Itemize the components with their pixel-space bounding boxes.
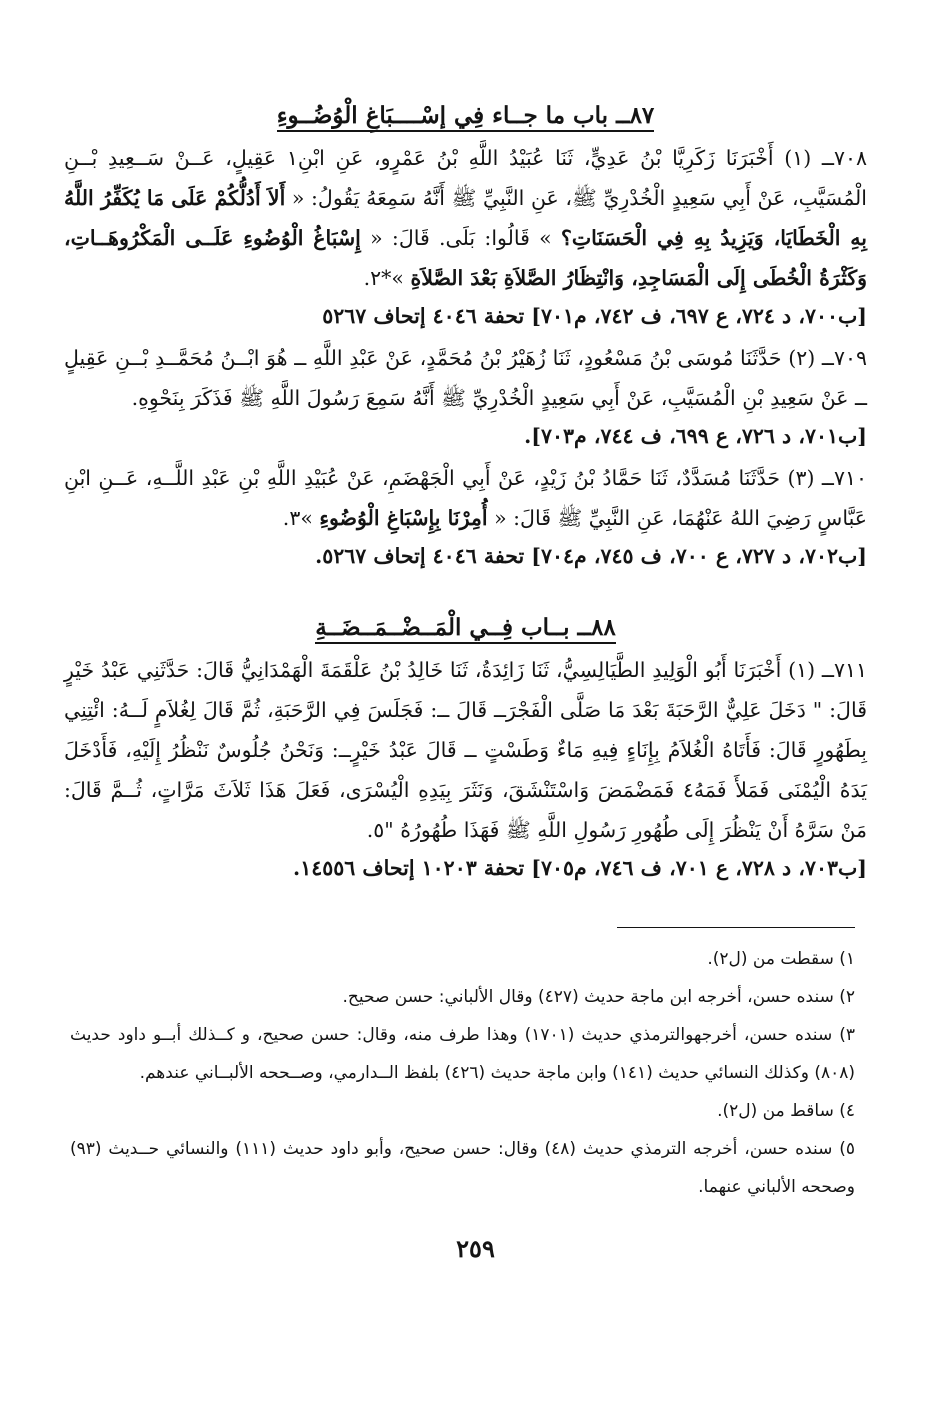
footnote-4: ٤) ساقط من (ل٢). [717, 1101, 855, 1121]
chapter-87-heading [64, 96, 867, 136]
hadith-708-matn-2: إِسْبَاغُ الْوُضُوءِ عَلَــى الْمَكْرُوهَــاتِ، وَكَثْرَةُ الْخُطَى إِلَى الْمَسَاجِدِ، وَانْتِظَارُ الصَّلاَةِ بَعْدَ الصَّلاَةِ [64, 226, 867, 290]
hadith-710-text: ٧١٠ــ (٣) حَدَّثَنَا مُسَدَّدٌ، ثَنَا حَمَّادُ بْنُ زَيْدٍ، عَنْ أَبِي الْجَهْضَمِ، عَنْ عُبَيْدِ اللَّهِ بْنِ عَبْدِ اللَّــهِ، عَــنِ ابْنِ عَبَّاسٍ رَضِيَ اللهُ عَنْهُمَا، عَنِ النَّبِيِّ ﷺ قَالَ: « [64, 466, 867, 530]
footnote-2: ٢) سنده حسن، أخرجه ابن ماجة حديث (٤٢٧) وقال الألباني: حسن صحيح. [342, 987, 855, 1007]
hadith-709-reference: [ب٧٠١، د ٧٢٦، ع ٦٩٩، ف ٧٤٤، م٧٠٣]. [524, 424, 867, 448]
hadith-710-reference: [ب٧٠٢، د ٧٢٧، ع ٧٠٠، ف ٧٤٥، م٧٠٤] تحفة ٤٠٤٦ إتحاف ٥٢٦٧. [315, 544, 867, 568]
hadith-711 [64, 650, 867, 850]
chapter-88-title: ٨٨ــ بــاب فِــي الْمَــضْــمَــضَــةِ [315, 614, 616, 644]
hadith-710-end: »٣. [282, 506, 320, 530]
hadith-709-text: ٧٠٩ــ (٢) حَدَّثَنَا مُوسَى بْنُ مَسْعُودٍ، ثَنَا زُهَيْرُ بْنُ مُحَمَّدٍ، عَنْ عَبْدِ اللَّهِ ــ هُوَ ابْــنُ مُحَمَّــدِ بْــنِ عَقِيلٍ ــ عَنْ سَعِيدِ بْنِ الْمُسَيَّبِ، عَنْ أَبِي سَعِيدٍ الْخُدْرِيِّ ﷺ أَنَّهُ سَمِعَ رَسُولَ اللَّهِ ﷺ فَذَكَرَ بِنَحْوِهِ. [64, 346, 867, 410]
hadith-708-text: ٧٠٨ــ (١) أَخْبَرَنَا زَكَرِيَّا بْنُ عَدِيٍّ، ثَنَا عُبَيْدُ اللَّهِ بْنُ عَمْرٍو، عَنِ ابْنِ١ عَقِيلٍ، عَــنْ سَــعِيدِ بْــنِ الْمُسَيَّبِ، عَنْ أَبِي سَعِيدٍ الْخُدْرِيِّ ﷺ، عَنِ النَّبِيِّ ﷺ أَنَّهُ سَمِعَهُ يَقُولُ: « [64, 146, 867, 210]
footnote-5: ٥) سنده حسن، أخرجه الترمذي حديث (٤٨) وقال: حسن صحيح، وأبو داود حديث (١١١) والنسائي حــديث (٩٣) وصححه الألباني عنهما. [70, 1139, 855, 1197]
hadith-710-matn: أُمِرْنَا بِإِسْبَاغِ الْوُضُوءِ [319, 506, 488, 530]
page-number: ٢٥٩ [456, 1234, 495, 1263]
hadith-709 [64, 338, 867, 418]
chapter-87-title: ٨٧ــ باب ما جــاء فِي إسْــــبَاغِ الْوُضُــوءِ [277, 102, 655, 132]
hadith-708-end: »*٢. [363, 266, 411, 290]
hadith-711-text: ٧١١ــ (١) أَخْبَرَنَا أَبُو الْوَلِيدِ الطَّيَالِسِيُّ، ثَنَا زَائِدَةُ، ثَنَا خَالِدُ بْنُ عَلْقَمَةَ الْهَمْدَانِيُّ قَالَ: حَدَّثَنِي عَبْدُ خَيْرٍ قَالَ: " دَخَلَ عَلِيٌّ الرَّحَبَةَ بَعْدَ مَا صَلَّى الْفَجْرَــ قَالَ ــ: فَجَلَسَ فِي الرَّحَبَةِ، ثُمَّ قَالَ لِغُلاَمٍ لَــهُ: ائْتِنِي بِطَهُورٍ قَالَ: فَأَتَاهُ الْغُلاَمُ بِإِنَاءٍ فِيهِ مَاءٌ وَطَسْتٍ ــ قَالَ عَبْدُ خَيْرٍــ: وَنَحْنُ جُلُوسٌ نَنْظُرُ إِلَيْهِ، فَأَدْخَلَ يَدَهُ الْيُمْنَى فَمَلأَ فَمَهُ٤ فَمَضْمَضَ وَاسْتَنْشَقَ، وَنَثَرَ بِيَدِهِ الْيُسْرَى، فَعَلَ هَذَا ثَلاَثَ مَرَّاتٍ، ثُــمَّ قَالَ: مَنْ سَرَّهُ أَنْ يَنْظُرَ إِلَى طُهُورِ رَسُولِ اللَّهِ ﷺ فَهَذَا طُهُورُهُ "٥. [64, 658, 867, 842]
footnotes-divider [617, 927, 855, 928]
hadith-708 [64, 138, 867, 298]
hadith-708-reference: [ب٧٠٠، د ٧٢٤، ع ٦٩٧، ف ٧٤٢، م٧٠١] تحفة ٤٠٤٦ إتحاف ٥٢٦٧ [322, 304, 867, 328]
footnotes [70, 940, 855, 1206]
footnote-3: ٣) سنده حسن، أخرجهوالترمذي حديث (١٧٠١) وهذا طرف منه، وقال: حسن صحيح، و كــذلك أبــو داود حديث (٨٠٨) وكذلك النسائي حديث (١٤١) وابن ماجة حديث (٤٢٦) بلفظ الــدارمي، وصــححه الألبــاني عندهم. [70, 1025, 855, 1083]
chapter-88-heading [64, 608, 867, 648]
hadith-710 [64, 458, 867, 538]
hadith-708-matn-1: أَلاَ أَدُلُّكُمْ عَلَى مَا يُكَفِّرُ اللَّهُ بِهِ الْخَطَايَا، وَيَزِيدُ بِهِ فِي الْحَسَنَاتِ؟ [64, 186, 867, 250]
footnote-1: ١) سقطت من (ل٢). [707, 949, 855, 969]
hadith-708-text-2: » قَالُوا: بَلَى. قَالَ: « [360, 226, 561, 250]
section-gap [64, 578, 867, 608]
hadith-711-reference: [ب٧٠٣، د ٧٢٨، ع ٧٠١، ف ٧٤٦، م٧٠٥] تحفة ١٠٢٠٣ إتحاف ١٤٥٥٦. [293, 856, 867, 880]
